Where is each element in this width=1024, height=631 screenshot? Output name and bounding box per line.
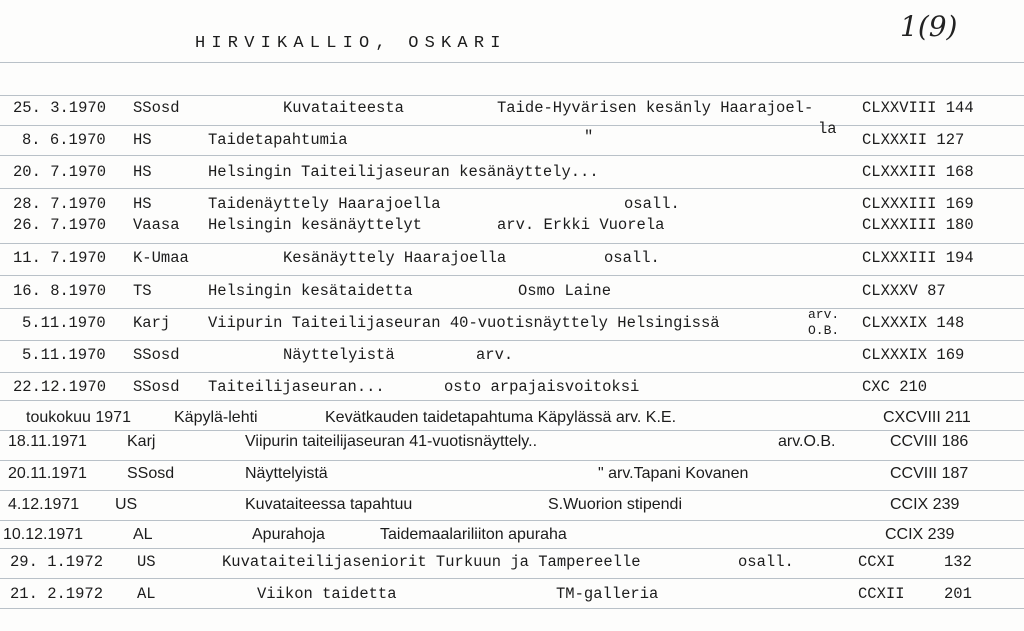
rule-line: [0, 62, 1024, 63]
card-title: HIRVIKALLIO, OSKARI: [195, 34, 507, 53]
entry-reference: CCVIII 186: [890, 433, 969, 450]
entry-reference: CCVIII 187: [890, 465, 969, 482]
entry-source: AL: [137, 585, 156, 603]
rule-line: [0, 548, 1024, 549]
rule-line: [0, 372, 1024, 373]
entry-title: Taidenäyttely Haarajoella: [208, 195, 441, 213]
ditto-mark: ": [584, 128, 594, 146]
rule-line: [0, 308, 1024, 309]
entry-date: 26. 7.1970: [13, 216, 107, 234]
entry-note: S.Wuorion stipendi: [548, 496, 682, 513]
entry-source: Karj: [127, 433, 156, 450]
rule-line: [0, 430, 1024, 431]
entry-reference: CLXXXII 127: [862, 131, 965, 149]
rule-line: [0, 155, 1024, 156]
entry-title: Kuvataiteesta: [283, 99, 404, 117]
entry-title: Helsingin Taiteilijaseuran kesänäyttely...: [208, 163, 599, 181]
entry-reference: CLXXVIII 144: [862, 99, 974, 117]
entry-title: Näyttelyistä: [283, 346, 395, 364]
entry-date: 20. 7.1970: [13, 163, 107, 181]
entry-reference: CLXXXIX 169: [862, 346, 965, 364]
entry-date: 16. 8.1970: [13, 282, 107, 300]
entry-source: SSosd: [127, 465, 175, 482]
entry-reference: CCIX 239: [885, 526, 955, 543]
entry-source: SSosd: [133, 99, 180, 117]
rule-line: [0, 460, 1024, 461]
entry-reference: CCXI: [858, 553, 896, 571]
rule-line: [0, 188, 1024, 189]
entry-source: K-Umaa: [133, 249, 189, 267]
entry-title: Taiteilijaseuran...: [208, 378, 385, 396]
entry-date: 22.12.1970: [13, 378, 107, 396]
entry-reference: CLXXXIII 168: [862, 163, 974, 181]
entry-date: 10.12.1971: [3, 526, 84, 543]
rule-line: [0, 520, 1024, 521]
entry-date: 5.11.1970: [22, 314, 106, 332]
rule-line: [0, 125, 1024, 126]
entry-reference: CLXXXIX 148: [862, 314, 965, 332]
entry-note-continued: la: [818, 120, 837, 138]
entry-reference-page: 132: [944, 553, 972, 571]
entry-reference: CLXXXIII 194: [862, 249, 974, 267]
entry-source: US: [115, 496, 138, 513]
entry-reference-page: 201: [944, 585, 972, 603]
entry-reference: CLXXXIII 180: [862, 216, 974, 234]
entry-title: Kevätkauden taidetapahtuma Käpylässä arv. K.E.: [325, 409, 677, 426]
entry-note: Taide-Hyvärisen kesänly Haarajoel-: [497, 99, 814, 117]
entry-title: Kuvataiteessa tapahtuu: [245, 496, 413, 513]
entry-date: 28. 7.1970: [13, 195, 107, 213]
entry-note: osall.: [624, 195, 680, 213]
entry-source: HS: [133, 163, 152, 181]
entry-note: osall.: [604, 249, 660, 267]
entry-note: arv. Erkki Vuorela: [497, 216, 665, 234]
entry-note: osall.: [738, 553, 794, 571]
entry-note: Taidemaalariliiton apuraha: [380, 526, 567, 543]
entry-source: SSosd: [133, 346, 180, 364]
entry-note: arv.: [808, 307, 840, 322]
entry-date: 29. 1.1972: [10, 553, 104, 571]
entry-note: Osmo Laine: [518, 282, 612, 300]
entry-source: US: [137, 553, 156, 571]
entry-date: 11. 7.1970: [13, 249, 107, 267]
rule-line: [0, 578, 1024, 579]
rule-line: [0, 275, 1024, 276]
entry-title: Viikon taidetta: [257, 585, 397, 603]
rule-line: [0, 340, 1024, 341]
entry-reference: CCXII: [858, 585, 905, 603]
entry-note: arv.O.B.: [778, 433, 836, 450]
entry-source: Vaasa: [133, 216, 180, 234]
entry-title: Apurahoja: [252, 526, 325, 543]
entry-title: Viipurin Taiteilijaseuran 40-vuotisnäyttely Helsingissä: [208, 314, 720, 332]
entry-source: Karj: [133, 314, 171, 332]
entry-date: 20.11.1971: [8, 465, 87, 482]
entry-title: Näyttelyistä: [245, 465, 328, 482]
entry-source: TS: [133, 282, 152, 300]
rule-line: [0, 608, 1024, 609]
entry-reference: CXCVIII 211: [883, 409, 971, 426]
entry-date: 4.12.1971: [8, 496, 80, 513]
rule-line: [0, 95, 1024, 96]
entry-source: SSosd: [133, 378, 180, 396]
entry-title: Helsingin kesänäyttelyt: [208, 216, 422, 234]
entry-note: TM-galleria: [556, 585, 659, 603]
rule-line: [0, 243, 1024, 244]
entry-title: Kuvataiteilijaseniorit Turkuun ja Tampereelle: [222, 553, 641, 571]
entry-reference: CCIX 239: [890, 496, 960, 513]
entry-reference: CXC 210: [862, 378, 928, 396]
entry-title: Taidetapahtumia: [208, 131, 348, 149]
entry-note: arv.: [476, 346, 514, 364]
entry-date: 21. 2.1972: [10, 585, 104, 603]
entry-date: 8. 6.1970: [22, 131, 106, 149]
entry-title: Viipurin taiteilijaseuran 41-vuotisnäyttely..: [245, 433, 538, 450]
entry-reference: CLXXXIII 169: [862, 195, 974, 213]
entry-date: 25. 3.1970: [13, 99, 107, 117]
entry-source: HS: [133, 131, 152, 149]
entry-date: 18.11.1971: [8, 433, 87, 450]
page-number: 1(9): [900, 10, 958, 43]
entry-title: Helsingin kesätaidetta: [208, 282, 413, 300]
entry-title: Kesänäyttely Haarajoella: [283, 249, 507, 267]
entry-source: HS: [133, 195, 152, 213]
entry-note: " arv.Tapani Kovanen: [598, 465, 749, 482]
entry-source: Käpylä-lehti: [174, 409, 258, 426]
rule-line: [0, 400, 1024, 401]
entry-date: 5.11.1970: [22, 346, 106, 364]
entry-source: AL: [133, 526, 153, 543]
entry-note: osto arpajaisvoitoksi: [444, 378, 640, 396]
entry-date: toukokuu 1971: [26, 409, 131, 426]
entry-reference: CLXXXV 87: [862, 282, 946, 300]
rule-line: [0, 490, 1024, 491]
entry-note-continued: O.B.: [808, 323, 840, 338]
